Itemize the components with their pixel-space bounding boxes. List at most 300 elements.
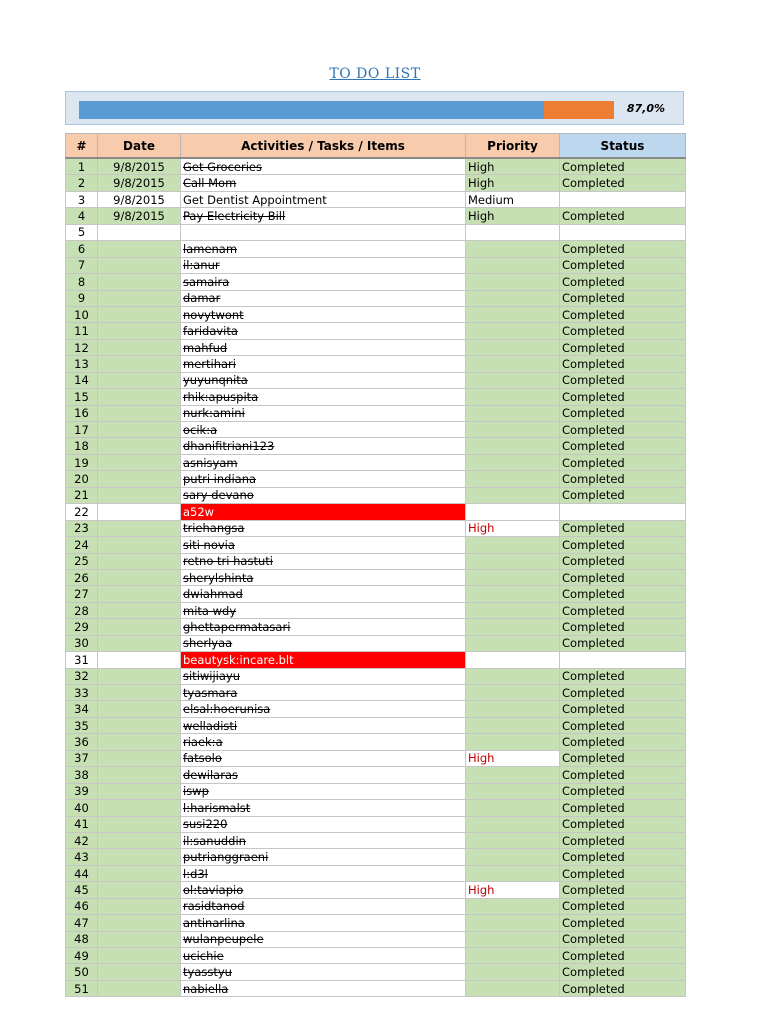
row-date[interactable]	[98, 306, 181, 322]
table-row[interactable]	[66, 948, 686, 964]
table-row[interactable]	[66, 915, 686, 931]
row-number[interactable]: 4	[66, 208, 98, 224]
row-status[interactable]: Completed	[560, 619, 686, 635]
table-row[interactable]	[66, 882, 686, 898]
row-task[interactable]: sherlyaa	[181, 635, 466, 651]
row-status[interactable]: Completed	[560, 734, 686, 750]
row-number[interactable]: 9	[66, 290, 98, 306]
row-priority[interactable]	[466, 372, 560, 388]
row-task[interactable]: mahfud	[181, 339, 466, 355]
row-date[interactable]	[98, 915, 181, 931]
table-row[interactable]	[66, 208, 686, 224]
row-status[interactable]: Completed	[560, 290, 686, 306]
row-date[interactable]	[98, 882, 181, 898]
row-status[interactable]: Completed	[560, 356, 686, 372]
row-number[interactable]: 31	[66, 652, 98, 668]
row-task[interactable]: l:d3l	[181, 865, 466, 881]
row-priority[interactable]	[466, 504, 560, 520]
row-date[interactable]	[98, 767, 181, 783]
row-task[interactable]: ol:taviapio	[181, 882, 466, 898]
row-task[interactable]: asnisyam	[181, 454, 466, 470]
row-task[interactable]: siti novia	[181, 537, 466, 553]
table-row[interactable]	[66, 158, 686, 175]
row-task[interactable]: dewilaras	[181, 767, 466, 783]
row-priority[interactable]	[466, 734, 560, 750]
row-task[interactable]: l:harismalst	[181, 800, 466, 816]
table-row[interactable]	[66, 635, 686, 651]
row-status[interactable]: Completed	[560, 717, 686, 733]
row-date[interactable]	[98, 816, 181, 832]
table-row[interactable]	[66, 306, 686, 322]
table-row[interactable]	[66, 274, 686, 290]
row-number[interactable]: 15	[66, 389, 98, 405]
row-number[interactable]: 2	[66, 175, 98, 191]
row-task[interactable]: rasidtanod	[181, 898, 466, 914]
row-number[interactable]: 20	[66, 471, 98, 487]
row-status[interactable]	[560, 652, 686, 668]
row-number[interactable]: 19	[66, 454, 98, 470]
row-status[interactable]: Completed	[560, 372, 686, 388]
row-number[interactable]: 3	[66, 191, 98, 207]
row-priority[interactable]	[466, 898, 560, 914]
row-priority[interactable]	[466, 306, 560, 322]
row-date[interactable]	[98, 602, 181, 618]
row-task[interactable]: sherylshinta	[181, 569, 466, 585]
row-status[interactable]: Completed	[560, 783, 686, 799]
row-date[interactable]	[98, 898, 181, 914]
row-date[interactable]	[98, 372, 181, 388]
row-status[interactable]: Completed	[560, 948, 686, 964]
row-task[interactable]: beautysk:incare.blt	[181, 652, 466, 668]
row-date[interactable]: 9/8/2015	[98, 175, 181, 191]
row-priority[interactable]	[466, 257, 560, 273]
row-number[interactable]: 17	[66, 422, 98, 438]
row-priority[interactable]	[466, 339, 560, 355]
row-task[interactable]: Get Dentist Appointment	[181, 191, 466, 207]
row-date[interactable]	[98, 487, 181, 503]
table-row[interactable]	[66, 832, 686, 848]
row-date[interactable]	[98, 553, 181, 569]
row-status[interactable]: Completed	[560, 980, 686, 996]
row-status[interactable]: Completed	[560, 964, 686, 980]
table-row[interactable]	[66, 652, 686, 668]
row-date[interactable]	[98, 356, 181, 372]
row-priority[interactable]	[466, 783, 560, 799]
row-status[interactable]: Completed	[560, 898, 686, 914]
row-number[interactable]: 13	[66, 356, 98, 372]
row-priority[interactable]	[466, 274, 560, 290]
row-number[interactable]: 37	[66, 750, 98, 766]
row-date[interactable]	[98, 734, 181, 750]
row-date[interactable]	[98, 619, 181, 635]
row-number[interactable]: 27	[66, 586, 98, 602]
row-task[interactable]: antinarlina	[181, 915, 466, 931]
row-priority[interactable]	[466, 668, 560, 684]
table-row[interactable]	[66, 422, 686, 438]
row-date[interactable]	[98, 274, 181, 290]
row-status[interactable]: Completed	[560, 915, 686, 931]
row-number[interactable]: 1	[66, 158, 98, 175]
row-task[interactable]: mertihari	[181, 356, 466, 372]
table-row[interactable]	[66, 339, 686, 355]
row-priority[interactable]: High	[466, 882, 560, 898]
row-priority[interactable]	[466, 356, 560, 372]
row-priority[interactable]	[466, 224, 560, 240]
row-task[interactable]: nurk:amini	[181, 405, 466, 421]
row-date[interactable]	[98, 389, 181, 405]
row-date[interactable]	[98, 422, 181, 438]
row-number[interactable]: 23	[66, 520, 98, 536]
row-task[interactable]: iswp	[181, 783, 466, 799]
row-status[interactable]: Completed	[560, 158, 686, 175]
row-priority[interactable]	[466, 487, 560, 503]
row-task[interactable]: damar	[181, 290, 466, 306]
row-priority[interactable]	[466, 635, 560, 651]
table-row[interactable]	[66, 783, 686, 799]
row-status[interactable]: Completed	[560, 471, 686, 487]
row-status[interactable]: Completed	[560, 306, 686, 322]
row-number[interactable]: 7	[66, 257, 98, 273]
row-date[interactable]	[98, 454, 181, 470]
table-row[interactable]	[66, 405, 686, 421]
row-priority[interactable]	[466, 865, 560, 881]
row-status[interactable]: Completed	[560, 487, 686, 503]
row-number[interactable]: 39	[66, 783, 98, 799]
row-date[interactable]	[98, 685, 181, 701]
row-task[interactable]: putrianggraeni	[181, 849, 466, 865]
row-status[interactable]: Completed	[560, 389, 686, 405]
table-row[interactable]	[66, 602, 686, 618]
row-task[interactable]: triehangsa	[181, 520, 466, 536]
row-date[interactable]: 9/8/2015	[98, 208, 181, 224]
row-date[interactable]	[98, 569, 181, 585]
row-task[interactable]: tyasstyu	[181, 964, 466, 980]
row-date[interactable]	[98, 537, 181, 553]
row-task[interactable]: putri indiana	[181, 471, 466, 487]
table-row[interactable]	[66, 734, 686, 750]
table-row[interactable]	[66, 865, 686, 881]
row-status[interactable]: Completed	[560, 882, 686, 898]
row-status[interactable]: Completed	[560, 816, 686, 832]
row-status[interactable]: Completed	[560, 931, 686, 947]
row-date[interactable]	[98, 257, 181, 273]
row-task[interactable]: dwiahmad	[181, 586, 466, 602]
row-number[interactable]: 51	[66, 980, 98, 996]
table-row[interactable]	[66, 898, 686, 914]
row-status[interactable]: Completed	[560, 832, 686, 848]
row-priority[interactable]	[466, 405, 560, 421]
row-task[interactable]: il:anur	[181, 257, 466, 273]
row-date[interactable]	[98, 471, 181, 487]
table-row[interactable]	[66, 191, 686, 207]
row-priority[interactable]	[466, 619, 560, 635]
row-status[interactable]: Completed	[560, 323, 686, 339]
row-priority[interactable]	[466, 767, 560, 783]
row-number[interactable]: 8	[66, 274, 98, 290]
row-priority[interactable]	[466, 290, 560, 306]
row-number[interactable]: 49	[66, 948, 98, 964]
row-date[interactable]	[98, 224, 181, 240]
row-priority[interactable]	[466, 389, 560, 405]
row-task[interactable]: sitiwijiayu	[181, 668, 466, 684]
row-status[interactable]: Completed	[560, 257, 686, 273]
table-row[interactable]	[66, 800, 686, 816]
row-number[interactable]: 28	[66, 602, 98, 618]
row-task[interactable]: yuyunqnita	[181, 372, 466, 388]
row-priority[interactable]	[466, 537, 560, 553]
table-row[interactable]	[66, 717, 686, 733]
row-status[interactable]: Completed	[560, 537, 686, 553]
row-task[interactable]: il:sanuddin	[181, 832, 466, 848]
row-number[interactable]: 30	[66, 635, 98, 651]
row-task[interactable]: mita wdy	[181, 602, 466, 618]
row-number[interactable]: 25	[66, 553, 98, 569]
row-status[interactable]: Completed	[560, 520, 686, 536]
row-status[interactable]: Completed	[560, 865, 686, 881]
row-priority[interactable]	[466, 471, 560, 487]
row-number[interactable]: 45	[66, 882, 98, 898]
row-status[interactable]: Completed	[560, 208, 686, 224]
row-date[interactable]	[98, 339, 181, 355]
row-number[interactable]: 46	[66, 898, 98, 914]
table-row[interactable]	[66, 767, 686, 783]
row-task[interactable]: sary devano	[181, 487, 466, 503]
row-number[interactable]: 44	[66, 865, 98, 881]
table-row[interactable]	[66, 372, 686, 388]
row-priority[interactable]: High	[466, 750, 560, 766]
row-task[interactable]: retno tri hastuti	[181, 553, 466, 569]
row-task[interactable]: Get Groceries	[181, 158, 466, 175]
row-number[interactable]: 35	[66, 717, 98, 733]
row-date[interactable]	[98, 865, 181, 881]
row-number[interactable]: 14	[66, 372, 98, 388]
row-priority[interactable]	[466, 438, 560, 454]
row-number[interactable]: 48	[66, 931, 98, 947]
row-priority[interactable]	[466, 569, 560, 585]
row-number[interactable]: 22	[66, 504, 98, 520]
row-priority[interactable]	[466, 832, 560, 848]
row-status[interactable]: Completed	[560, 849, 686, 865]
row-task[interactable]: susi220	[181, 816, 466, 832]
row-date[interactable]	[98, 701, 181, 717]
row-status[interactable]: Completed	[560, 750, 686, 766]
row-task[interactable]: nabiella	[181, 980, 466, 996]
row-status[interactable]	[560, 504, 686, 520]
table-row[interactable]	[66, 257, 686, 273]
row-status[interactable]: Completed	[560, 241, 686, 257]
row-priority[interactable]	[466, 241, 560, 257]
row-status[interactable]: Completed	[560, 635, 686, 651]
table-row[interactable]	[66, 471, 686, 487]
row-priority[interactable]	[466, 652, 560, 668]
row-task[interactable]: lamenam	[181, 241, 466, 257]
row-status[interactable]: Completed	[560, 602, 686, 618]
row-status[interactable]: Completed	[560, 339, 686, 355]
row-task[interactable]: novytwont	[181, 306, 466, 322]
row-priority[interactable]	[466, 323, 560, 339]
table-row[interactable]	[66, 290, 686, 306]
table-row[interactable]	[66, 553, 686, 569]
table-row[interactable]	[66, 356, 686, 372]
row-status[interactable]: Completed	[560, 701, 686, 717]
row-date[interactable]	[98, 800, 181, 816]
row-number[interactable]: 47	[66, 915, 98, 931]
row-task[interactable]: rhik:apuspita	[181, 389, 466, 405]
row-status[interactable]: Completed	[560, 685, 686, 701]
row-number[interactable]: 33	[66, 685, 98, 701]
table-row[interactable]	[66, 964, 686, 980]
row-date[interactable]	[98, 635, 181, 651]
row-priority[interactable]	[466, 422, 560, 438]
table-row[interactable]	[66, 454, 686, 470]
table-row[interactable]	[66, 931, 686, 947]
row-priority[interactable]: High	[466, 520, 560, 536]
row-task[interactable]: ucichie	[181, 948, 466, 964]
row-date[interactable]	[98, 964, 181, 980]
row-task[interactable]: riaek:a	[181, 734, 466, 750]
row-date[interactable]	[98, 783, 181, 799]
row-status[interactable]: Completed	[560, 274, 686, 290]
row-status[interactable]	[560, 224, 686, 240]
row-date[interactable]	[98, 948, 181, 964]
row-date[interactable]	[98, 504, 181, 520]
row-priority[interactable]	[466, 931, 560, 947]
table-row[interactable]	[66, 668, 686, 684]
row-number[interactable]: 36	[66, 734, 98, 750]
row-priority[interactable]	[466, 964, 560, 980]
row-number[interactable]: 16	[66, 405, 98, 421]
row-priority[interactable]: High	[466, 158, 560, 175]
table-row[interactable]	[66, 323, 686, 339]
row-status[interactable]: Completed	[560, 553, 686, 569]
row-date[interactable]	[98, 931, 181, 947]
row-date[interactable]	[98, 832, 181, 848]
row-priority[interactable]	[466, 915, 560, 931]
row-priority[interactable]	[466, 980, 560, 996]
table-row[interactable]	[66, 389, 686, 405]
row-date[interactable]: 9/8/2015	[98, 191, 181, 207]
table-row[interactable]	[66, 980, 686, 996]
row-date[interactable]	[98, 652, 181, 668]
row-priority[interactable]	[466, 454, 560, 470]
row-priority[interactable]: Medium	[466, 191, 560, 207]
row-number[interactable]: 41	[66, 816, 98, 832]
row-priority[interactable]	[466, 717, 560, 733]
row-number[interactable]: 21	[66, 487, 98, 503]
table-row[interactable]	[66, 175, 686, 191]
row-date[interactable]	[98, 241, 181, 257]
row-number[interactable]: 38	[66, 767, 98, 783]
row-status[interactable]: Completed	[560, 175, 686, 191]
row-task[interactable]: Call Mom	[181, 175, 466, 191]
row-date[interactable]	[98, 323, 181, 339]
row-task[interactable]: welladisti	[181, 717, 466, 733]
row-number[interactable]: 12	[66, 339, 98, 355]
table-row[interactable]	[66, 224, 686, 240]
row-date[interactable]	[98, 405, 181, 421]
row-status[interactable]: Completed	[560, 422, 686, 438]
row-priority[interactable]: High	[466, 175, 560, 191]
row-status[interactable]: Completed	[560, 767, 686, 783]
row-task[interactable]: ocik:a	[181, 422, 466, 438]
row-task[interactable]: fatsolo	[181, 750, 466, 766]
row-task[interactable]: elsal:hoerunisa	[181, 701, 466, 717]
table-row[interactable]	[66, 586, 686, 602]
row-status[interactable]: Completed	[560, 438, 686, 454]
row-date[interactable]	[98, 849, 181, 865]
row-priority[interactable]	[466, 816, 560, 832]
row-task[interactable]: tyasmara	[181, 685, 466, 701]
row-priority[interactable]	[466, 948, 560, 964]
table-row[interactable]	[66, 241, 686, 257]
row-priority[interactable]	[466, 685, 560, 701]
row-task[interactable]	[181, 224, 466, 240]
row-number[interactable]: 29	[66, 619, 98, 635]
row-number[interactable]: 43	[66, 849, 98, 865]
row-status[interactable]	[560, 191, 686, 207]
row-status[interactable]: Completed	[560, 569, 686, 585]
row-date[interactable]	[98, 717, 181, 733]
row-status[interactable]: Completed	[560, 454, 686, 470]
row-date[interactable]	[98, 750, 181, 766]
table-row[interactable]	[66, 685, 686, 701]
row-number[interactable]: 18	[66, 438, 98, 454]
table-row[interactable]	[66, 537, 686, 553]
row-task[interactable]: dhanifitriani123	[181, 438, 466, 454]
table-row[interactable]	[66, 504, 686, 520]
row-priority[interactable]	[466, 849, 560, 865]
table-row[interactable]	[66, 619, 686, 635]
row-date[interactable]	[98, 290, 181, 306]
row-number[interactable]: 34	[66, 701, 98, 717]
row-priority[interactable]	[466, 701, 560, 717]
row-status[interactable]: Completed	[560, 405, 686, 421]
row-number[interactable]: 10	[66, 306, 98, 322]
row-priority[interactable]	[466, 586, 560, 602]
table-row[interactable]	[66, 750, 686, 766]
row-number[interactable]: 5	[66, 224, 98, 240]
row-priority[interactable]	[466, 553, 560, 569]
table-row[interactable]	[66, 816, 686, 832]
row-number[interactable]: 6	[66, 241, 98, 257]
row-status[interactable]: Completed	[560, 668, 686, 684]
row-status[interactable]: Completed	[560, 800, 686, 816]
table-row[interactable]	[66, 701, 686, 717]
table-row[interactable]	[66, 520, 686, 536]
table-row[interactable]	[66, 569, 686, 585]
row-date[interactable]: 9/8/2015	[98, 158, 181, 175]
table-row[interactable]	[66, 438, 686, 454]
row-task[interactable]: a52w	[181, 504, 466, 520]
row-date[interactable]	[98, 520, 181, 536]
row-number[interactable]: 40	[66, 800, 98, 816]
row-date[interactable]	[98, 586, 181, 602]
row-number[interactable]: 26	[66, 569, 98, 585]
row-number[interactable]: 42	[66, 832, 98, 848]
table-row[interactable]	[66, 849, 686, 865]
row-priority[interactable]	[466, 602, 560, 618]
row-number[interactable]: 24	[66, 537, 98, 553]
row-status[interactable]: Completed	[560, 586, 686, 602]
row-priority[interactable]: High	[466, 208, 560, 224]
row-task[interactable]: ghettapermatasari	[181, 619, 466, 635]
row-task[interactable]: samaira	[181, 274, 466, 290]
table-row[interactable]	[66, 487, 686, 503]
row-date[interactable]	[98, 438, 181, 454]
row-task[interactable]: wulanpeupele	[181, 931, 466, 947]
row-number[interactable]: 32	[66, 668, 98, 684]
row-number[interactable]: 50	[66, 964, 98, 980]
